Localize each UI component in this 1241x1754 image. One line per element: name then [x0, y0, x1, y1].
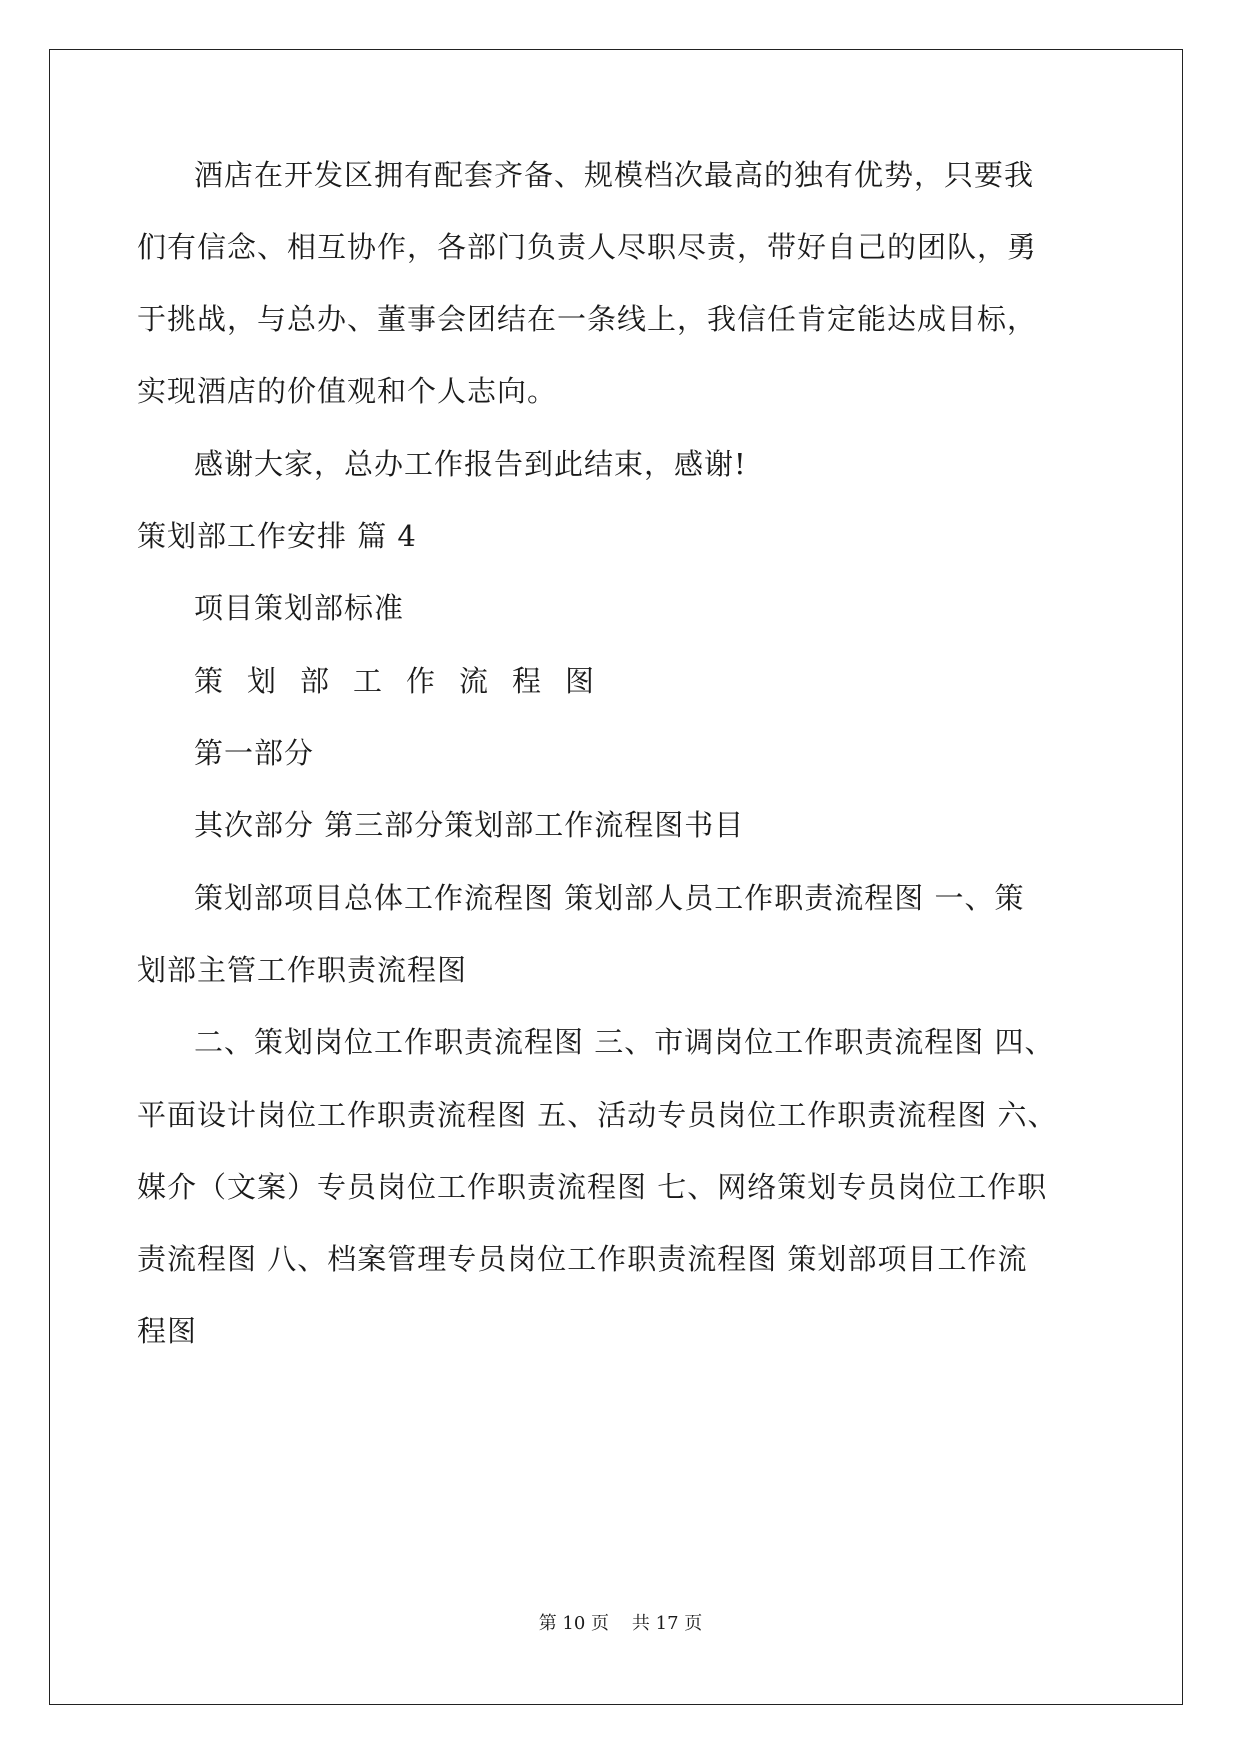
flowchart-title: 策划部工作流程图 [194, 664, 619, 698]
part-one-label: 第一部分 [194, 736, 315, 770]
section-heading: 策划部工作安排 篇 4 [137, 519, 417, 553]
page-number-footer: 第 10 页 共 17 页 [538, 1613, 703, 1634]
page-border [49, 49, 1183, 1705]
toc-line-7: 程图 [137, 1314, 198, 1348]
paragraph-line-3: 于挑战，与总办、董事会团结在一条线上，我信任肯定能达成目标， [137, 302, 1038, 336]
paragraph-line-4: 实现酒店的价值观和个人志向。 [137, 374, 558, 408]
toc-line-1: 策划部项目总体工作流程图 策划部人员工作职责流程图 一、策 [194, 881, 1025, 915]
toc-line-2: 划部主管工作职责流程图 [137, 953, 468, 987]
toc-line-3: 二、策划岗位工作职责流程图 三、市调岗位工作职责流程图 四、 [194, 1025, 1055, 1059]
toc-line-6: 责流程图 八、档案管理专员岗位工作职责流程图 策划部项目工作流 [137, 1242, 1028, 1276]
paragraph-line-1: 酒店在开发区拥有配套齐备、规模档次最高的独有优势，只要我 [194, 158, 1035, 192]
subheading-standard: 项目策划部标准 [194, 591, 405, 625]
parts-toc-line: 其次部分 第三部分策划部工作流程图书目 [194, 808, 745, 842]
toc-line-4: 平面设计岗位工作职责流程图 五、活动专员岗位工作职责流程图 六、 [137, 1098, 1058, 1132]
toc-line-5: 媒介（文案）专员岗位工作职责流程图 七、网络策划专员岗位工作职 [137, 1170, 1048, 1204]
closing-line: 感谢大家，总办工作报告到此结束，感谢! [194, 447, 747, 481]
paragraph-line-2: 们有信念、相互协作，各部门负责人尽职尽责，带好自己的团队，勇 [137, 230, 1038, 264]
